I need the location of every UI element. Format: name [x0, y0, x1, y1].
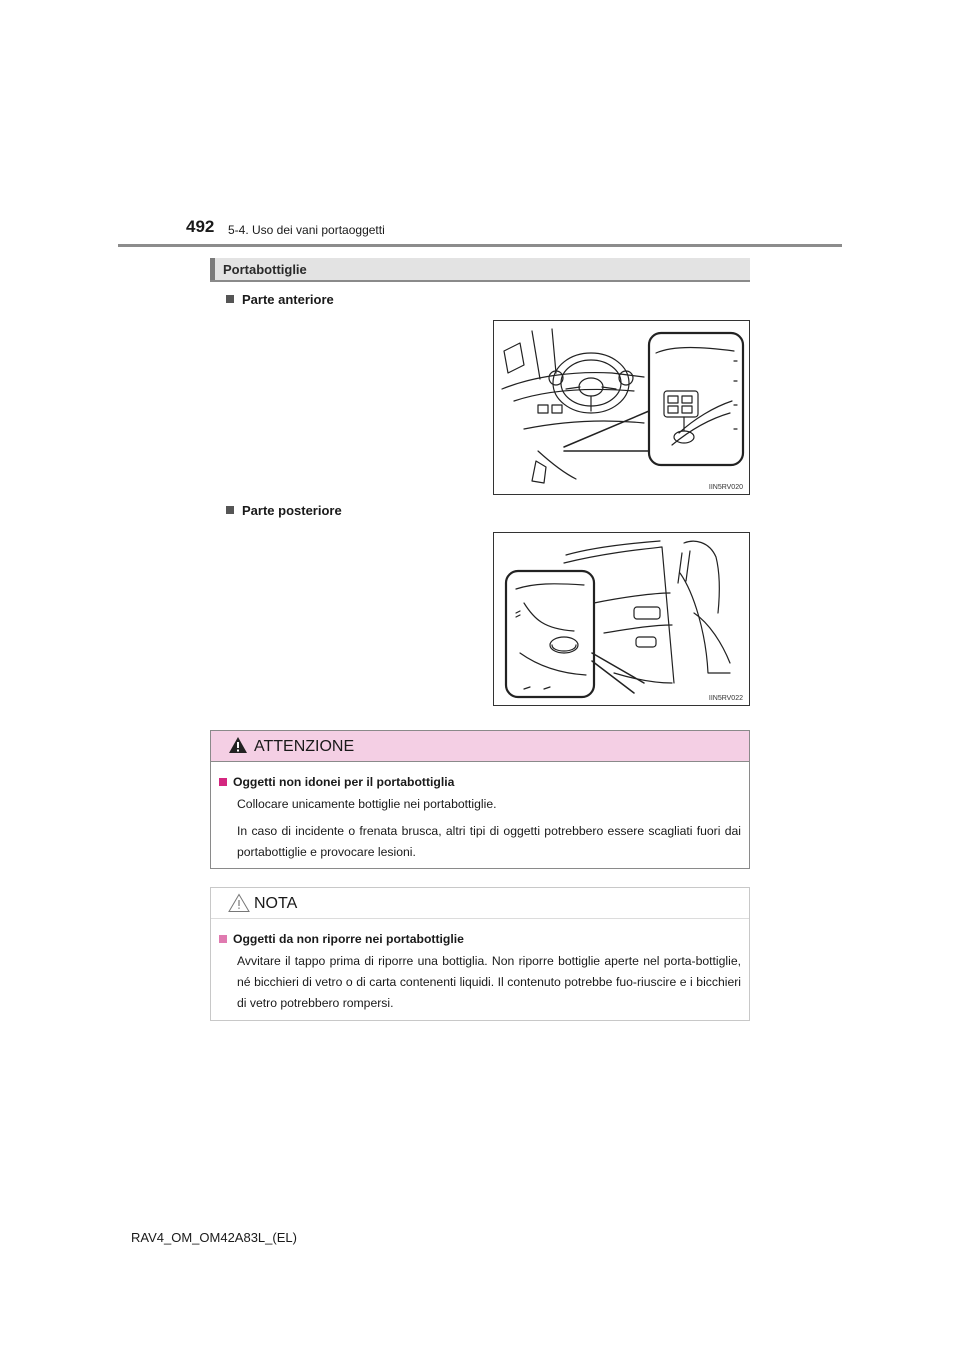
note-item-title-text: Oggetti da non riporre nei portabottiglie	[233, 932, 464, 946]
warning-header	[211, 731, 749, 762]
figure-code: IIN5RV020	[708, 484, 743, 491]
warning-item-title-text: Oggetti non idonei per il portabottiglia	[233, 775, 455, 789]
bullet-square-icon	[219, 935, 227, 943]
section-header	[210, 258, 750, 282]
subsection-heading-rear	[226, 503, 342, 518]
note-box	[210, 887, 750, 1021]
section-title: Portabottiglie	[223, 262, 307, 277]
caution-triangle-outline-icon	[228, 893, 250, 913]
note-label: NOTA	[254, 895, 298, 912]
document-code: RAV4_OM_OM42A83L_(EL)	[131, 1230, 297, 1245]
warning-paragraph: Collocare unicamente bottiglie nei portabottiglie.	[237, 797, 497, 811]
bullet-square-icon	[219, 778, 227, 786]
note-header	[211, 888, 749, 919]
bullet-square-icon	[226, 506, 234, 514]
subsection-heading-text: Parte posteriore	[242, 503, 342, 518]
warning-body	[211, 762, 749, 863]
page-number: 492	[186, 217, 215, 236]
warning-paragraph: In caso di incidente o frenata brusca, altri tipi di oggetti potrebbero essere scagliati fuori dai portabottiglie e provocare lesioni.	[237, 824, 741, 859]
header-divider	[118, 244, 842, 247]
warning-triangle-icon	[228, 736, 248, 754]
figure-front-bottle-holder	[493, 320, 750, 495]
running-header: 5-4. Uso dei vani portaoggetti	[228, 223, 385, 237]
figure-rear-bottle-holder	[493, 532, 750, 706]
subsection-heading-front	[226, 292, 334, 307]
warning-item-title	[219, 772, 741, 793]
figure-code: IIN5RV022	[708, 695, 743, 702]
subsection-heading-text: Parte anteriore	[242, 292, 334, 307]
warning-box	[210, 730, 750, 869]
section-header-bar	[210, 258, 215, 280]
rear-door-bottle-holder-illustration	[494, 533, 749, 705]
bullet-square-icon	[226, 295, 234, 303]
note-item-title	[219, 929, 741, 950]
front-door-bottle-holder-illustration	[494, 321, 749, 494]
warning-label: ATTENZIONE	[254, 738, 355, 755]
note-paragraph: Avvitare il tappo prima di riporre una bottiglia. Non riporre bottiglie aperte nel porta-bottiglie, né bicchieri di vetro o di carta contenenti liquidi. Il contenuto potrebbe fuo-riuscire e i bicchieri di vetro potrebbero rompersi.	[237, 954, 741, 1010]
note-body	[211, 919, 749, 1014]
